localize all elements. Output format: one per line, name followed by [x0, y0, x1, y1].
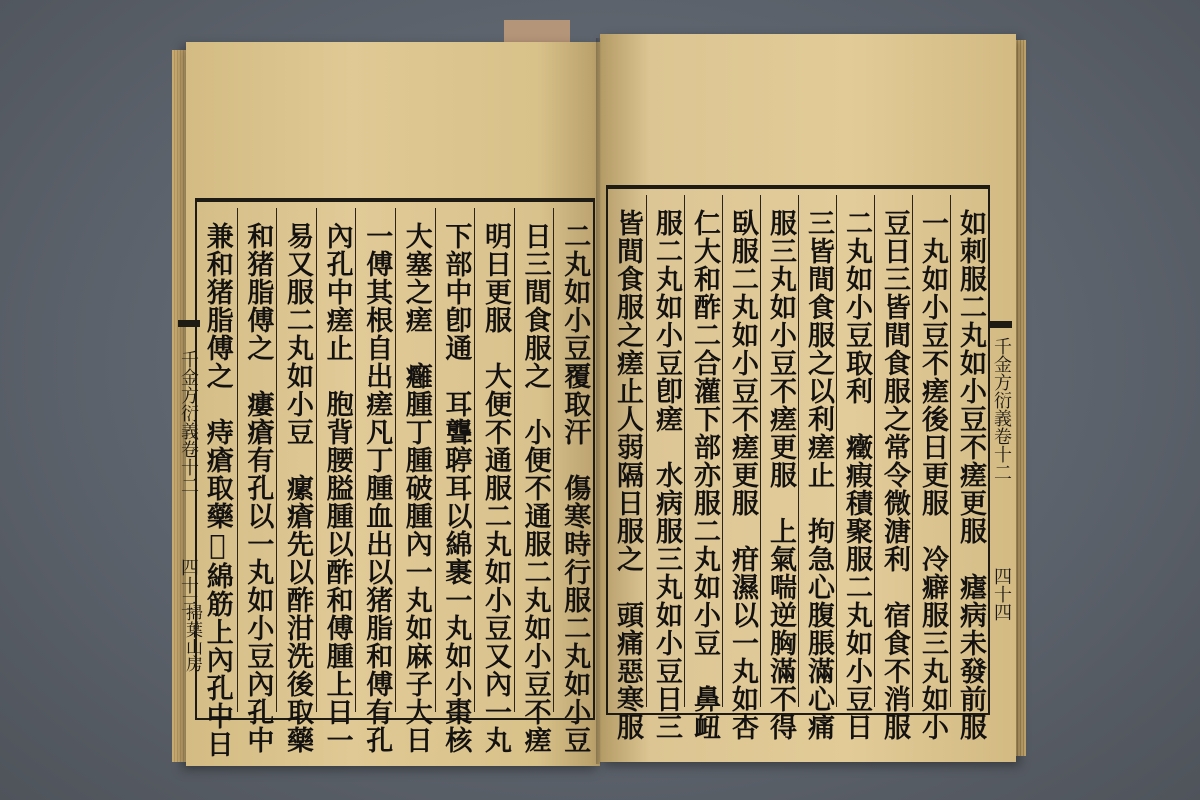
text-column — [798, 195, 837, 741]
column-text: 臥服二丸如小豆不瘥更服 疳濕以一丸如杏 — [727, 209, 758, 741]
book-gutter — [596, 38, 604, 764]
column-text: 日三間食服之 小便不通服二丸如小豆不瘥 — [519, 222, 551, 754]
text-column — [435, 208, 476, 754]
column-text: 二丸如小豆取利 癥瘕積聚服二丸如小豆日 — [841, 209, 872, 741]
text-column — [646, 195, 685, 741]
text-column — [276, 208, 317, 754]
right-banxin-title: 千金方衍義卷十二 — [991, 337, 1012, 481]
text-column — [608, 195, 646, 741]
column-text: 明日更服 大便不通服二丸如小豆又內一丸 — [479, 222, 511, 754]
column-text: 二丸如小豆覆取汗 傷寒時行服二丸如小豆 — [559, 222, 591, 754]
column-text: 服三丸如小豆不瘥更服 上氣喘逆胸滿不得 — [765, 209, 796, 741]
fish-tail-mark — [990, 321, 1012, 335]
column-text: 一傅其根自出瘥凡丁腫血出以猪脂和傅有孔 — [361, 222, 393, 754]
text-column — [836, 195, 875, 741]
paper-tab — [504, 20, 570, 42]
left-text-frame — [195, 200, 595, 758]
column-text: 豆日三皆間食服之常令微溏利 宿食不消服 — [879, 209, 910, 741]
column-text: 易又服二丸如小豆 瘰瘡先以酢泔洗後取藥 — [281, 222, 313, 754]
text-column — [316, 208, 357, 754]
column-text: 大塞之瘥 癰腫丁腫破腫內一丸如麻子大日 — [400, 222, 432, 754]
right-page-number: 四十四 — [991, 567, 1012, 621]
fish-tail-mark — [178, 320, 200, 334]
left-frame-top-rule — [195, 198, 595, 202]
text-column — [760, 195, 799, 741]
text-column — [355, 208, 396, 754]
text-column — [395, 208, 436, 754]
column-text: 兼和猪脂傅之 痔瘡取藥𢾾綿筋上內孔中日 — [201, 222, 233, 758]
column-text: 三皆間食服之以利瘥止 拘急心腹脹滿心痛 — [803, 209, 834, 741]
text-column — [197, 208, 237, 758]
text-column — [950, 195, 989, 741]
text-column — [874, 195, 913, 741]
column-text: 一丸如小豆不瘥後日更服 冷癖服三丸如小 — [917, 209, 948, 741]
left-banxin-title: 千金方衍義卷十二 — [178, 350, 199, 494]
publisher-name: 掃葉山房 — [182, 604, 202, 672]
column-text: 如刺服二丸如小豆不瘥更服 瘧病未發前服 — [955, 209, 986, 741]
column-text: 和猪脂傅之 瘻瘡有孔以一丸如小豆內孔中 — [242, 222, 274, 754]
column-text: 皆間食服之瘥止人弱隔日服之 頭痛惡寒服 — [612, 209, 643, 741]
text-column — [474, 208, 515, 754]
text-column — [553, 208, 594, 754]
left-page-number: 四十三 — [178, 558, 199, 612]
text-column — [514, 208, 555, 754]
column-text: 服二丸如小豆卽瘥 水病服三丸如小豆日三 — [651, 209, 682, 741]
right-frame-top-rule — [606, 185, 990, 189]
text-column — [684, 195, 723, 741]
text-column — [237, 208, 278, 754]
right-banxin — [988, 187, 1014, 711]
column-text: 仁大和酢二合灌下部亦服二丸如小豆 鼻衄 — [689, 209, 720, 741]
column-text: 內孔中瘥止 胞背腰膉腫以酢和傅腫上日一 — [321, 222, 353, 754]
text-column — [912, 195, 951, 741]
column-text: 下部中卽通 耳聾聤耳以綿裹一丸如小棗核 — [440, 222, 472, 754]
text-column — [722, 195, 761, 741]
right-text-frame — [606, 187, 990, 741]
